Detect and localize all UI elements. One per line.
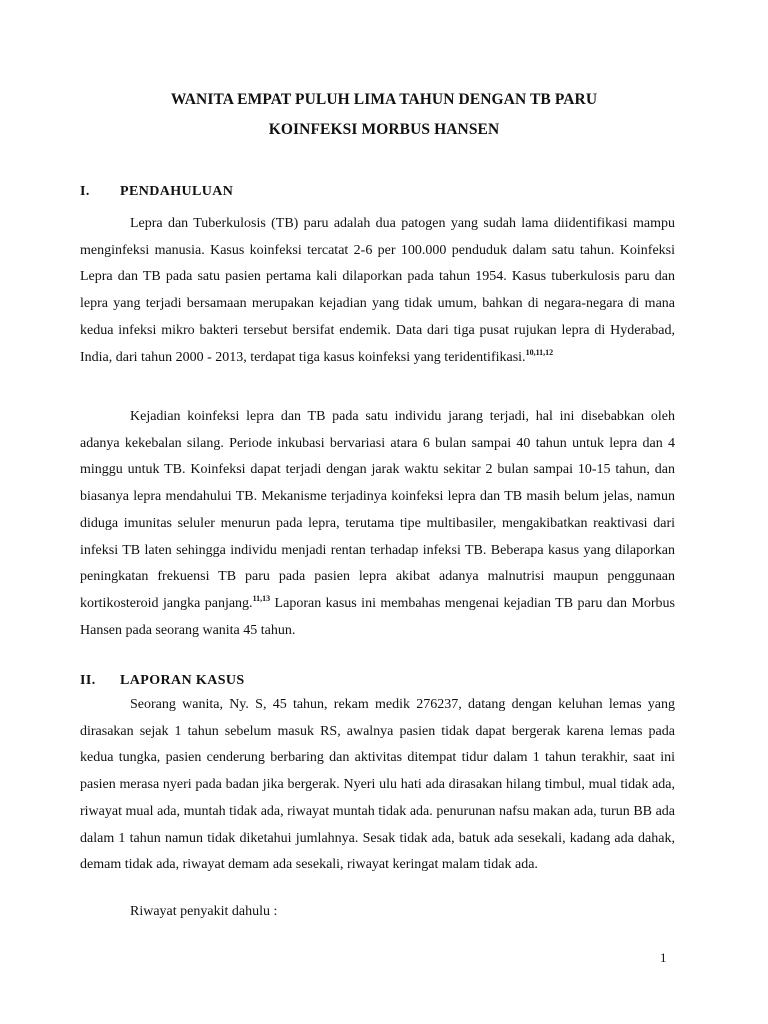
section-1-paragraph-1-text: Lepra dan Tuberkulosis (TB) paru adalah dua patogen yang sudah lama diidentifikasi mampu menginfeksi manusia. Kasus koinfeksi tercatat 2-6 per 100.000 penduduk dalam satu tahun. Koinfeksi Lepra dan TB pada satu pasien pertama kali dilaporkan pada tahun 1954. Kasus tuberkulosis paru dan lepra yang terjadi bersamaan merupakan kejadian yang tidak umum, bahkan di negara-negara di mana kedua infeksi mikro bakteri tersebut bersifat endemik. Data dari tiga pusat rujukan lepra di Hyderabad, India, dari tahun 2000 - 2013, terdapat tiga kasus koinfeksi yang teridentifikasi. bbox=[80, 216, 675, 365]
section-2-paragraph-2: Riwayat penyakit dahulu : bbox=[130, 904, 278, 919]
section-1-paragraph-2 bbox=[80, 404, 675, 644]
section-2-heading bbox=[80, 672, 245, 690]
section-1-paragraph-2-text: Kejadian koinfeksi lepra dan TB pada satu individu jarang terjadi, hal ini disebabkan oleh adanya kekebalan silang. Periode inkubasi bervariasi atara 6 bulan sampai 40 tahun untuk lepra dan 4 minggu untuk TB. Koinfeksi dapat terjadi dengan jarak waktu sekitar 2 bulan sampai 10-15 tahun, dan biasanya lepra mendahului TB. Mekanisme terjadinya koinfeksi lepra dan TB masih belum jelas, namun diduga imunitas seluler menurun pada lepra, terutama tipe multibasiler, mengakibatkan reaktivasi dari infeksi TB laten sehingga individu menjadi rentan terhadap infeksi TB. Beberapa kasus yang dilaporkan peningkatan frekuensi TB paru pada pasien lepra akibat adanya malnutrisi maupun penggunaan kortikosteroid jangka panjang. bbox=[80, 409, 675, 611]
section-1-heading bbox=[80, 183, 233, 201]
section-1-paragraph-1 bbox=[80, 211, 675, 371]
title-line-2: KOINFEKSI MORBUS HANSEN bbox=[268, 121, 500, 138]
section-1-title: PENDAHULUAN bbox=[120, 184, 234, 199]
section-1-number: I. bbox=[80, 184, 90, 199]
section-2-title: LAPORAN KASUS bbox=[120, 673, 245, 688]
page-number: 1 bbox=[660, 950, 667, 965]
citation-ref: 11,13 bbox=[252, 593, 271, 603]
section-2-paragraph-1: Seorang wanita, Ny. S, 45 tahun, rekam medik 276237, datang dengan keluhan lemas yang dirasakan sejak 1 tahun sebelum masuk RS, awalnya pasien tidak dapat bergerak karena lemas pada kedua tungka, pasien cenderung berbaring dan aktivitas ditempat tidur dalam 1 tahun terakhir, saat ini pasien merasa nyeri pada badan jika bergerak. Nyeri ulu hati ada dirasakan hilang timbul, mual tidak ada, riwayat mual ada, muntah tidak ada, riwayat muntah tidak ada. penurunan nafsu makan ada, turun BB ada dalam 1 tahun namun tidak diketahui jumlahnya. Sesak tidak ada, batuk ada sesekali, kadang ada dahak, demam tidak ada, riwayat demam ada sesekali, riwayat keringat malam tidak ada. bbox=[80, 697, 675, 873]
section-1-paragraph-2-tail: Laporan kasus ini membahas mengenai kejadian TB paru dan Morbus Hansen pada seorang wanita 45 tahun. bbox=[80, 595, 676, 638]
citation-ref: 10,11,12 bbox=[525, 347, 554, 357]
title-line-1: WANITA EMPAT PULUH LIMA TAHUN DENGAN TB PARU bbox=[170, 91, 598, 108]
section-2-number: II. bbox=[80, 673, 96, 688]
